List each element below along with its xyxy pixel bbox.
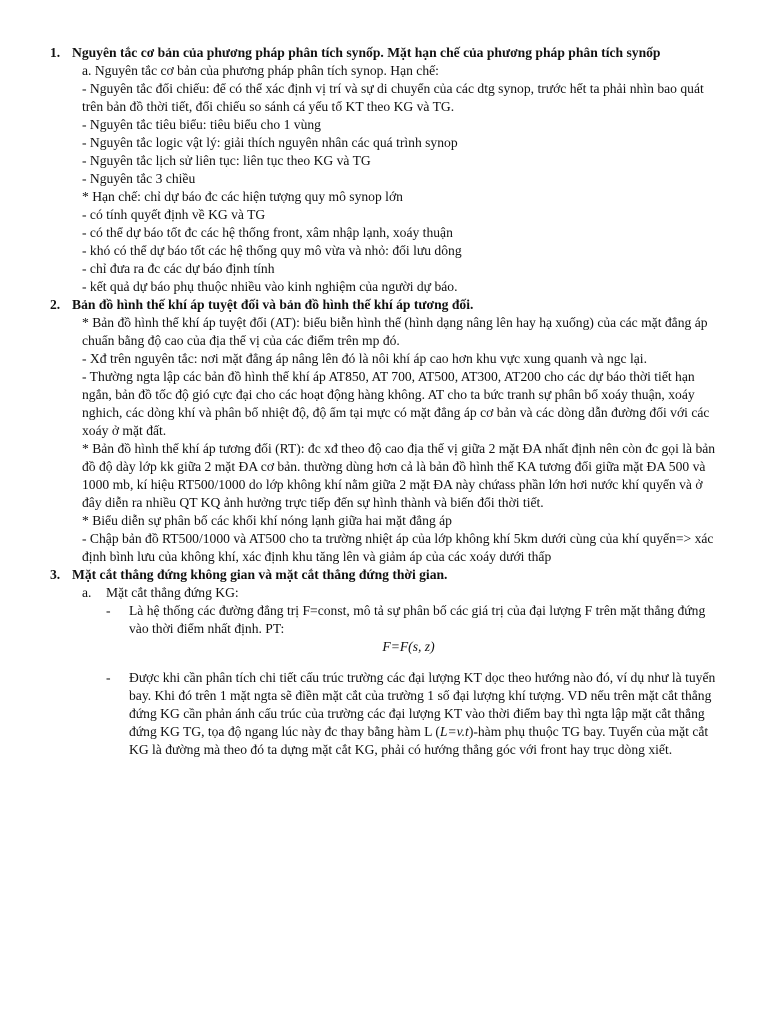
section-2-heading: [0, 296, 768, 314]
document-page: [0, 44, 768, 759]
bullet-item-1: [0, 602, 768, 638]
paragraph: - có thể dự báo tốt đc các hệ thống front, xâm nhập lạnh, xoáy thuận: [82, 225, 453, 240]
paragraph: - Nguyên tắc 3 chiều: [82, 171, 196, 186]
paragraph: - Xđ trên nguyên tắc: nơi mặt đẳng áp nâng lên đó là nôi khí áp cao hơn khu vực xung quanh và ngc lại.: [82, 351, 647, 366]
section-2-title: Bản đồ hình thế khí áp tuyệt đối và bản đồ hình thế khí áp tương đối.: [72, 297, 474, 312]
paragraph: * Bản đồ hình thế khí áp tuyệt đối (AT): biểu biễn hình thế (hình dạng nâng lên hay hạ xuống) của các mặt đẳng áp chuẩn bằng độ cao của địa thế vị của các điểm trên mp đó.: [82, 315, 708, 348]
inline-formula-L: L=v.t: [439, 724, 469, 739]
paragraph: a. Nguyên tắc cơ bản của phương pháp phân tích synop. Hạn chế:: [82, 63, 439, 78]
bullet-text: Được khi cần phân tích chi tiết cấu trúc trường các đại lượng KT dọc theo hướng nào đó, ví dụ như là tuyến bay. Khi đó trên 1 mặt ngta sẽ điền mặt cắt của trường 1 số đại lượng khí tượng. VD nếu trên mặt cắt thẳng đứng KG cần phản ánh cấu trúc của trường các đại lượng KT vào thời điểm bay thì ngta lập mặt cắt thẳng đứng KG TG, tọa độ ngang lúc này đc thay bằng hàm L (: [129, 670, 716, 739]
paragraph: - Nguyên tắc đối chiếu: để có thể xác định vị trí và sự di chuyển của các dtg synop, trước hết ta phải nhìn bao quát trên bản đồ thời tiết, đối chiếu so sánh cá yếu tố KT theo KG và TG.: [82, 81, 704, 114]
subsection-a: [0, 584, 768, 602]
bullet-dash: -: [106, 603, 111, 618]
section-3-title: Mặt cắt thẳng đứng không gian và mặt cắt thẳng đứng thời gian.: [72, 567, 448, 582]
section-1-number: 1.: [50, 45, 61, 60]
formula-F: F=F(s, z): [382, 639, 435, 654]
subsection-a-number: a.: [82, 585, 92, 600]
paragraph: - khó có thể dự báo tốt các hệ thống quy mô vừa và nhỏ: đối lưu dông: [82, 243, 462, 258]
paragraph: * Bản đồ hình thế khí áp tương đối (RT): đc xđ theo độ cao địa thế vị giữa 2 mặt ĐA nhất định nên còn đc gọi là bản đồ độ dày lớp kk giữa 2 mặt ĐA cơ bản. thường dùng hơn cả là bản đồ hình thế KA tương đối giữa mặt ĐA 500 và 1000 mb, kí hiệu RT500/1000 do lớp không khí nằm giữa 2 mặt ĐA này chứass phần lớn hơi nước khí quyển và ở đây diễn ra nhiều QT KQ ảnh hưởng trực tiếp đến sự hình thành và biến đổi thời tiết.: [82, 441, 716, 510]
subsection-a-title: Mặt cắt thẳng đứng KG:: [106, 585, 239, 600]
section-3-heading: [0, 566, 768, 584]
paragraph: - kết quả dự báo phụ thuộc nhiều vào kinh nghiệm của người dự báo.: [82, 279, 458, 294]
paragraph: - có tính quyết định về KG và TG: [82, 207, 266, 222]
bullet-dash: -: [106, 670, 111, 685]
bullet-item-2: [0, 669, 768, 759]
section-1-heading: [0, 44, 768, 62]
section-3-number: 3.: [50, 567, 61, 582]
paragraph: - chỉ đưa ra đc các dự báo định tính: [82, 261, 275, 276]
paragraph: - Chập bản đồ RT500/1000 và AT500 cho ta trường nhiệt áp của lớp không khí 5km dưới cùng của khí quyển=> xác định bình lưu của không khí, xác định khu tăng lên và giảm áp của các xoáy dưới thấp: [82, 531, 714, 564]
paragraph: * Hạn chế: chỉ dự báo đc các hiện tượng quy mô synop lớn: [82, 189, 403, 204]
paragraph: - Nguyên tắc lịch sử liên tục: liên tục theo KG và TG: [82, 153, 371, 168]
bullet-text: Là hệ thống các đường đẳng trị F=const, mô tả sự phân bố các giá trị của đại lượng F trên mặt thẳng đứng vào thời điểm nhất định. PT:: [129, 603, 706, 636]
section-2-number: 2.: [50, 297, 61, 312]
paragraph: - Nguyên tắc logic vật lý: giải thích nguyên nhân các quá trình synop: [82, 135, 458, 150]
spacer: [0, 656, 768, 669]
paragraph: - Nguyên tắc tiêu biểu: tiêu biểu cho 1 vùng: [82, 117, 321, 132]
paragraph: - Thường ngta lập các bản đồ hình thế khí áp AT850, AT 700, AT500, AT300, AT200 cho các dự báo thời tiết hạn ngắn, bản đồ tốc độ gió cực đại cho các hoạt động hàng không. AT cho ta bức tranh sự phân bố xoáy thuận, xoáy nghich, các dòng khí và phân bố nhiệt độ, độ ẩm tại mực có mặt đẳng áp cơ bản và các dòng dẫn đường đối với các xoáy ở mặt đất.: [82, 369, 710, 438]
bullet-text-cont: )-hàm phụ thuộc TG bay. Tuyến của mặt cắt KG là đường mà theo đó ta dựng mặt cắt KG, phải có hướng thẳng góc với front hay trục dòng xiết.: [129, 724, 709, 757]
paragraph: * Biểu diễn sự phân bố các khối khí nóng lạnh giữa hai mặt đẳng áp: [82, 513, 452, 528]
section-1-title: Nguyên tắc cơ bản của phương pháp phân tích synốp. Mặt hạn chế của phương pháp phân tích synốp: [72, 45, 661, 60]
